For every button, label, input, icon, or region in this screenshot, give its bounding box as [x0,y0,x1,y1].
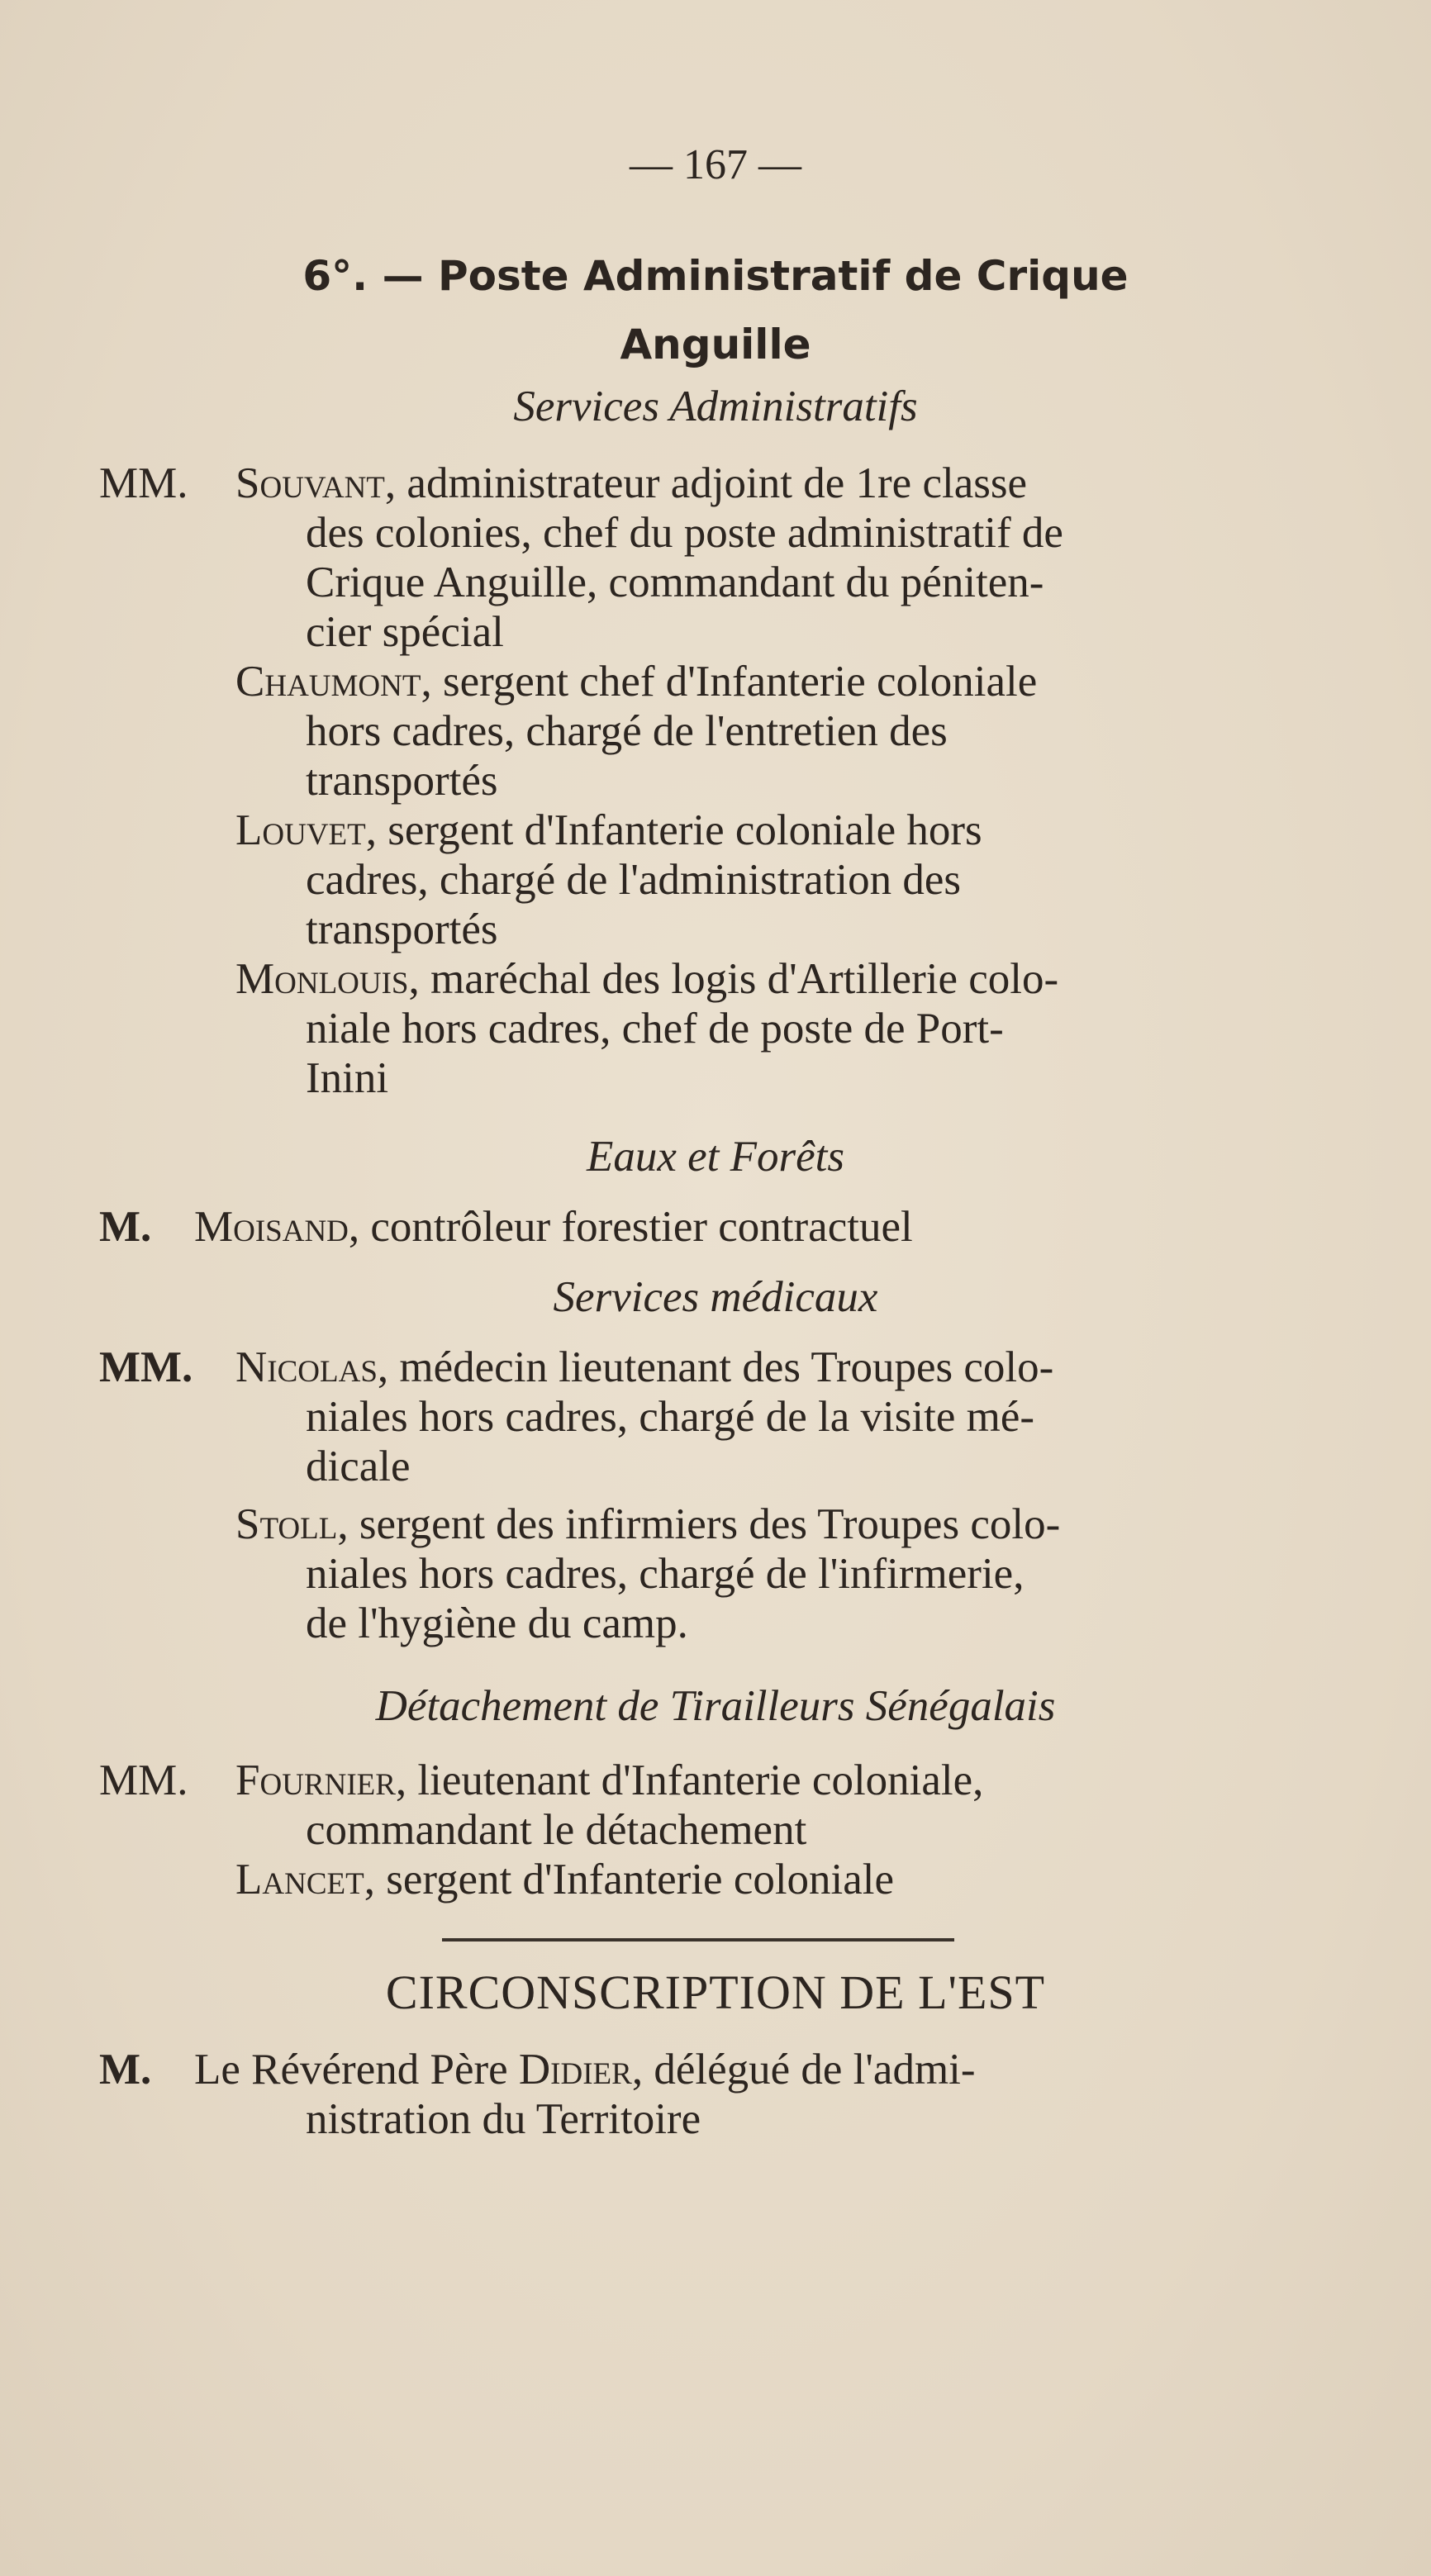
entry-line: cier spécial [306,608,504,656]
person-name: Souvant [235,459,385,507]
section-divider [442,1938,954,1942]
entry-line: niales hors cadres, chargé de l'infirmerie, [306,1550,1025,1598]
entry-lancet [235,1855,1330,1904]
entry-line: , maréchal des logis d'Artillerie colo- [408,955,1059,1003]
entry-line: , délégué de l'admi- [631,2046,976,2094]
entry-line: , sergent d'Infanterie coloniale [364,1856,895,1903]
entry-moisand [194,1202,1289,1252]
entry-line: niale hors cadres, chef de poste de Port- [306,1005,1004,1053]
person-name: Lancet [235,1856,364,1903]
entry-chaumont [235,657,1330,806]
person-name: Monlouis [235,955,409,1003]
prefix-m: M. [99,2046,152,2094]
entry-line: transportés [306,905,498,953]
heading-eaux-et-forets: Eaux et Forêts [586,1133,845,1181]
person-name: Chaumont [235,658,421,706]
section-title-line2: Anguille [620,321,811,368]
person-name: Louvet [235,806,366,854]
entry-stoll [235,1499,1330,1648]
section-title-line1: 6°. — Poste Administratif de Crique [302,252,1129,300]
person-name: Moisand [194,1203,349,1251]
entry-line: transportés [306,757,498,805]
entry-line: Crique Anguille, commandant du péniten- [306,558,1044,606]
entry-line: , sergent chef d'Infanterie coloniale [421,658,1038,706]
entry-fournier [235,1756,1330,1855]
heading-services-medicaux: Services médicaux [553,1273,878,1321]
entry-souvant [235,459,1330,657]
person-name: Nicolas [235,1343,378,1391]
prefix-mm: MM. [99,459,188,507]
entry-line: cadres, chargé de l'administration des [306,856,961,904]
entry-didier [194,2045,1289,2144]
entry-line: , administrateur adjoint de 1re classe [384,459,1027,507]
entry-line: , médecin lieutenant des Troupes colo- [377,1343,1054,1391]
heading-services-administratifs: Services Administratifs [513,383,918,430]
entry-line: Inini [306,1054,389,1102]
entry-line: de l'hygiène du camp. [306,1599,688,1647]
entry-line: , contrôleur forestier contractuel [348,1203,913,1251]
entry-line: nistration du Territoire [306,2095,701,2143]
entry-nicolas [235,1343,1330,1491]
entry-line: commandant le détachement [306,1806,807,1854]
prefix-m: M. [99,1203,152,1251]
person-name: Fournier [235,1756,396,1804]
page-number: — 167 — [630,141,801,188]
person-name: Didier [518,2046,632,2094]
entry-monlouis [235,954,1330,1103]
prefix-mm: MM. [99,1756,188,1804]
person-name: Stoll [235,1500,338,1548]
entry-line: , lieutenant d'Infanterie coloniale, [395,1756,984,1804]
heading-detachement-tirailleurs: Détachement de Tirailleurs Sénégalais [375,1682,1056,1730]
entry-line: des colonies, chef du poste administratif de [306,509,1063,557]
entry-line: hors cadres, chargé de l'entretien des [306,707,948,755]
entry-line: niales hors cadres, chargé de la visite mé- [306,1393,1035,1441]
circonscription-title: CIRCONSCRIPTION DE L'EST [385,1965,1046,2019]
entry-text: Le Révérend Père [194,2046,519,2094]
entry-line: , sergent des infirmiers des Troupes colo- [337,1500,1061,1548]
entry-line: dicale [306,1442,411,1490]
entry-line: , sergent d'Infanterie coloniale hors [365,806,982,854]
prefix-mm: MM. [99,1343,193,1391]
entry-louvet [235,806,1330,954]
